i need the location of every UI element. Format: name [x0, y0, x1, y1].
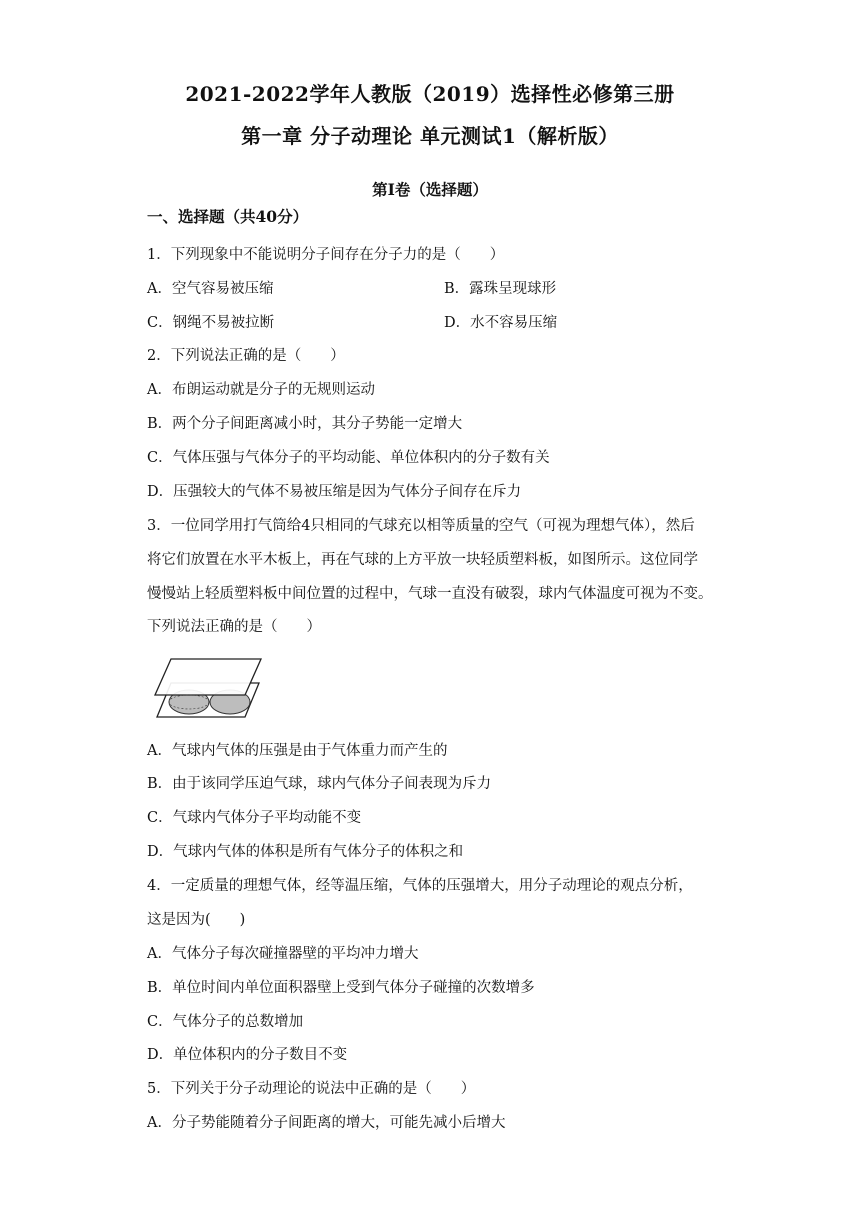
- question-3-stem-line1: 3．一位同学用打气筒给4只相同的气球充以相等质量的空气（可视为理想气体），然后: [147, 518, 695, 534]
- document-title-line1: 2021-2022学年人教版（2019）选择性必修第三册: [185, 82, 675, 106]
- question-5-stem: 5．下列关于分子动理论的说法中正确的是（ ）: [147, 1081, 476, 1097]
- question-4-option-c: C．气体分子的总数增加: [147, 1014, 304, 1030]
- question-2-option-b: B．两个分子间距离减小时，其分子势能一定增大: [147, 416, 463, 432]
- question-4-option-d: D．单位体积内的分子数目不变: [147, 1047, 348, 1063]
- volume-heading: 第Ⅰ卷（选择题）: [372, 180, 488, 199]
- question-2-option-a: A．布朗运动就是分子的无规则运动: [147, 382, 375, 398]
- question-3-option-d: D．气球内气体的体积是所有气体分子的体积之和: [147, 844, 464, 860]
- question-3-stem-line3: 慢慢站上轻质塑料板中间位置的过程中，气球一直没有破裂，球内气体温度可视为不变。: [147, 586, 713, 602]
- question-3-option-a: A．气球内气体的压强是由于气体重力而产生的: [147, 743, 448, 759]
- question-3-stem-line2: 将它们放置在水平木板上，再在气球的上方平放一块轻质塑料板，如图所示。这位同学: [147, 552, 698, 568]
- plastic-board: [155, 659, 261, 695]
- question-4-option-b: B．单位时间内单位面积器壁上受到气体分子碰撞的次数增多: [147, 980, 535, 996]
- document-title-line2: 第一章 分子动理论 单元测试1（解析版）: [241, 124, 619, 148]
- question-1-option-d: D．水不容易压缩: [444, 315, 558, 331]
- question-2-option-c: C．气体压强与气体分子的平均动能、单位体积内的分子数有关: [147, 450, 550, 466]
- question-3-stem-line4: 下列说法正确的是（ ）: [147, 619, 321, 635]
- question-4-stem-line2: 这是因为( ): [147, 912, 246, 928]
- question-1-option-a: A．空气容易被压缩: [147, 281, 274, 297]
- question-1-option-c: C．钢绳不易被拉断: [147, 315, 275, 331]
- question-4-option-a: A．气体分子每次碰撞器壁的平均冲力增大: [147, 946, 419, 962]
- section-heading: 一、选择题（共40分）: [147, 207, 309, 226]
- question-1-option-b: B．露珠呈现球形: [444, 281, 557, 297]
- question-2-option-d: D．压强较大的气体不易被压缩是因为气体分子间存在斥力: [147, 484, 522, 500]
- question-5-option-a: A．分子势能随着分子间距离的增大，可能先减小后增大: [147, 1115, 506, 1131]
- question-3-option-b: B．由于该同学压迫气球，球内气体分子间表现为斥力: [147, 776, 492, 792]
- question-1-stem: 1．下列现象中不能说明分子间存在分子力的是（ ）: [147, 247, 505, 263]
- balloons-under-board-figure: [153, 655, 263, 719]
- question-4-stem-line1: 4．一定质量的理想气体，经等温压缩，气体的压强增大，用分子动理论的观点分析，: [147, 878, 693, 894]
- question-2-stem: 2．下列说法正确的是（ ）: [147, 348, 345, 364]
- question-3-option-c: C．气球内气体分子平均动能不变: [147, 810, 362, 826]
